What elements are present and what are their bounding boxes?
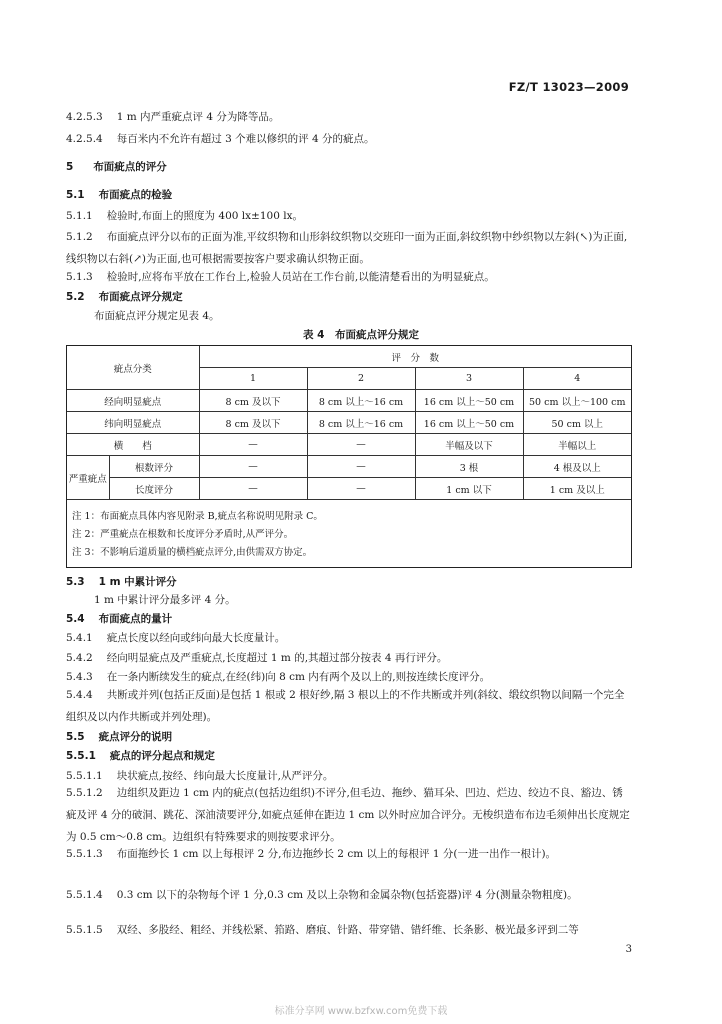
section-5-3-heading (66, 574, 177, 589)
section-5-1-heading (66, 187, 172, 202)
table-header-score: 评 分 数 (199, 346, 631, 368)
clause-text: 疵点长度以经向或纬向最大长度量计。 (106, 632, 286, 644)
table-score-4: 4 (523, 368, 631, 390)
table-cell: 50 cm 以上～100 cm (523, 390, 631, 412)
table-score-3: 3 (415, 368, 523, 390)
table-cell: 16 cm 以上～50 cm (415, 412, 523, 434)
table-cell: 16 cm 以上～50 cm (415, 390, 523, 412)
clause-number: 5.4.3 (66, 671, 93, 683)
clause-5-1-3 (66, 269, 495, 284)
section-title: 布面疵点评分规定 (98, 291, 183, 303)
clause-text: 块状疵点,按经、纬向最大长度量计,从严评分。 (116, 770, 334, 782)
clause-5-1-2 (66, 226, 632, 270)
table-caption: 表 4 布面疵点评分规定 (303, 329, 419, 341)
clause-5-4-3 (66, 669, 490, 684)
section-5-3-text: 1 m 中累计评分最多评 4 分。 (94, 594, 236, 606)
section-title: 布面疵点的检验 (98, 189, 173, 201)
clause-5-5-1-3 (66, 843, 632, 865)
table-cell: 4 根及以上 (523, 456, 631, 478)
clause-number: 4.2.5.4 (66, 133, 103, 145)
clause-4-2-5-3 (66, 109, 279, 124)
section-5-4-heading (66, 611, 172, 626)
clause-text: 1 m 内严重疵点评 4 分为降等品。 (116, 111, 280, 123)
table-cell: 8 cm 及以下 (199, 390, 307, 412)
row-label: 纬向明显疵点 (67, 412, 199, 434)
table-cell: 3 根 (415, 456, 523, 478)
table-cell: 半幅及以下 (415, 434, 523, 456)
section-title: 布面疵点的量计 (98, 613, 173, 625)
table-row (67, 478, 631, 500)
clause-number: 5.5.1.3 (66, 848, 103, 860)
clause-number: 5.1.2 (66, 231, 93, 243)
row-label: 经向明显疵点 (67, 390, 199, 412)
clause-number: 5.5.1.1 (66, 770, 103, 782)
clause-text: 经向明显疵点及严重疵点,长度超过 1 m 的,其超过部分按表 4 再行评分。 (106, 652, 448, 664)
clause-text: 双经、多股经、粗经、并线松紧、筘路、磨痕、针路、带穿错、错纤维、长条影、极光最多评到二等 (116, 924, 579, 936)
row-label: 根数评分 (109, 456, 199, 478)
row-label: 横 档 (67, 434, 199, 456)
clause-text: 在一条内断续发生的疵点,在经(纬)向 8 cm 内有两个及以上的,则按连续长度评分。 (106, 671, 491, 683)
clause-text: 布面疵点评分以布的正面为准,平纹织物和山形斜纹织物以交班印一面为正面,斜纹织物中纱织物以左斜(↖)为正面,线织物以右斜(↗)为正面,也可根据需要按客户要求确认织物正面。 (66, 231, 628, 265)
row-label: 长度评分 (109, 478, 199, 500)
section-title: 布面疵点的评分 (93, 161, 167, 173)
section-number: 5.2 (66, 291, 85, 303)
section-title: 疵点评分的说明 (98, 731, 173, 743)
table-score-1: 1 (199, 368, 307, 390)
table-cell: 8 cm 以上～16 cm (307, 390, 415, 412)
clause-5-4-4 (66, 684, 632, 728)
clause-number: 5.5.1.4 (66, 889, 103, 901)
clause-number: 4.2.5.3 (66, 111, 103, 123)
table-cell: — (307, 478, 415, 500)
table-cell: 8 cm 以上～16 cm (307, 412, 415, 434)
table-cell: 1 cm 及以上 (523, 478, 631, 500)
section-title: 疵点的评分起点和规定 (109, 750, 215, 762)
clause-text: 检验时,布面上的照度为 400 lx±100 lx。 (106, 210, 304, 222)
section-5-2-heading (66, 289, 183, 304)
section-number: 5.4 (66, 613, 85, 625)
severe-label: 严重疵点 (67, 456, 109, 500)
table-score-2: 2 (307, 368, 415, 390)
table-cell: 半幅以上 (523, 434, 631, 456)
table-cell: 1 cm 以下 (415, 478, 523, 500)
section-number: 5.3 (66, 576, 85, 588)
clause-5-1-1 (66, 208, 303, 223)
clause-number: 5.1.1 (66, 210, 93, 222)
clause-5-5-1-5 (66, 922, 579, 937)
table-row (67, 434, 631, 456)
table-row (67, 412, 631, 434)
clause-number: 5.4.1 (66, 632, 93, 644)
table-row (67, 390, 631, 412)
section-number: 5.1 (66, 189, 85, 201)
section-number: 5 (66, 161, 74, 173)
clause-number: 5.5.1.2 (66, 787, 103, 799)
clause-5-4-2 (66, 650, 447, 665)
watermark: 标准分享网 www.bzfxw.com免费下载 (274, 1006, 448, 1017)
clause-text: 检验时,应将布平放在工作台上,检验人员站在工作台前,以能清楚看出的为明显疵点。 (106, 271, 495, 283)
section-5-heading (66, 159, 167, 174)
table-header-category: 疵点分类 (67, 346, 199, 390)
section-5-2-text: 布面疵点评分规定见表 4。 (94, 310, 220, 322)
page-number: 3 (625, 944, 632, 955)
clause-number: 5.5.1.5 (66, 924, 103, 936)
table-cell: — (307, 434, 415, 456)
clause-number: 5.4.4 (66, 689, 93, 701)
table-note: 注 1：布面疵点具体内容见附录 B,疵点名称说明见附录 C。 (72, 511, 323, 522)
section-5-5-1-heading (66, 748, 215, 763)
clause-5-5-1-4 (66, 884, 632, 906)
table-row (67, 456, 631, 478)
standard-code: FZ/T 13023—2009 (508, 80, 629, 94)
table-cell: 50 cm 以上 (523, 412, 631, 434)
section-number: 5.5.1 (66, 750, 96, 762)
table-cell: — (199, 434, 307, 456)
table-notes (66, 508, 634, 562)
clause-number: 5.4.2 (66, 652, 93, 664)
clause-5-5-1-2 (66, 782, 632, 848)
clause-5-4-1 (66, 630, 285, 645)
section-title: 1 m 中累计评分 (98, 576, 177, 588)
clause-text: 每百米内不允许有超过 3 个难以修织的评 4 分的疵点。 (116, 133, 375, 145)
table-note: 注 2：严重疵点在根数和长度评分矛盾时,从严评分。 (72, 529, 294, 540)
table-cell: — (307, 456, 415, 478)
clause-number: 5.1.3 (66, 271, 93, 283)
table-note: 注 3：不影响后道质量的横档疵点评分,由供需双方协定。 (72, 547, 313, 558)
clause-text: 布面拖纱长 1 cm 以上每根评 2 分,布边拖纱长 2 cm 以上的每根评 1 分(一进一出作一根计)。 (116, 848, 557, 860)
section-5-5-heading (66, 729, 172, 744)
clause-text: 共断或并列(包括正反面)是包括 1 根或 2 根好纱,隔 3 根以上的不作共断或并列(斜纹、缎纹织物以间隔一个完全组织及以内作共断或并列处理)。 (66, 689, 625, 723)
table-cell: 8 cm 及以下 (199, 412, 307, 434)
clause-5-5-1-1 (66, 768, 333, 783)
table-cell: — (199, 478, 307, 500)
clause-text: 0.3 cm 以下的杂物每个评 1 分,0.3 cm 及以上杂物和金属杂物(包括瓷器)评 4 分(测量杂物粗度)。 (116, 889, 578, 901)
table-cell: — (199, 456, 307, 478)
clause-text: 边组织及距边 1 cm 内的疵点(包括边组织)不评分,但毛边、拖纱、猫耳朵、凹边、烂边、绞边不良、豁边、锈疵及评 4 分的破洞、跳花、深油渍要评分,如疵点延伸在距边 1 cm 以外时应加合评分。无梭织造布布边毛须伸出长度规定为 0.5 cm～0.8 cm。边组织有特殊要求的则按要求评分。 (66, 787, 630, 843)
clause-4-2-5-4 (66, 131, 374, 146)
section-number: 5.5 (66, 731, 85, 743)
